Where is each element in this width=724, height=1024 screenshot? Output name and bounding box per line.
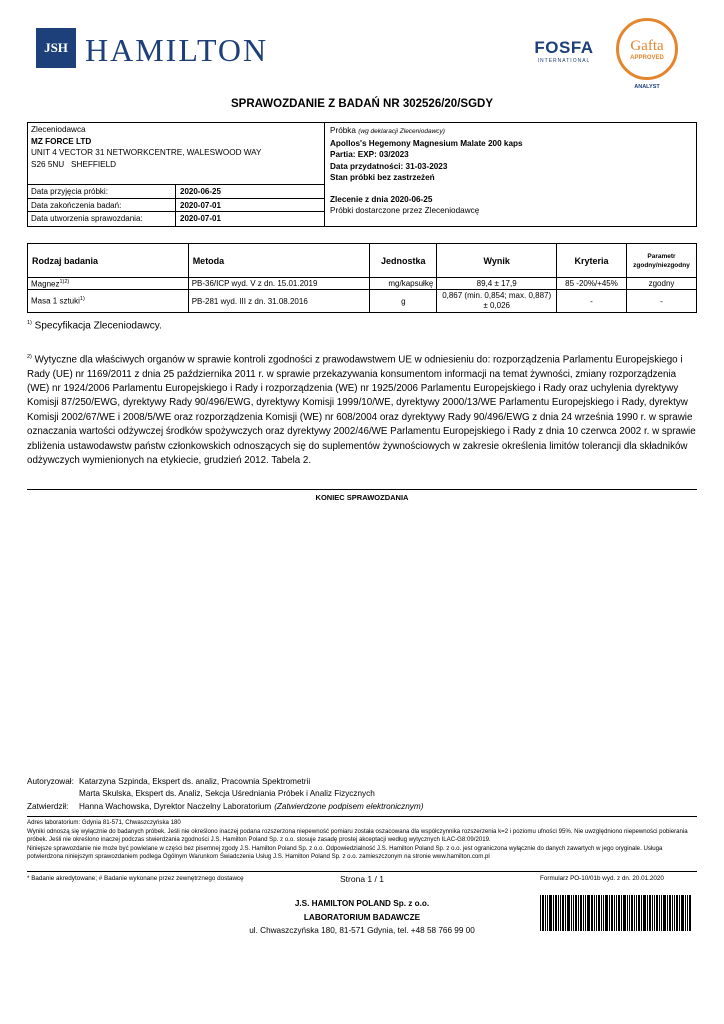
approved-label: Zatwierdził:	[27, 801, 69, 811]
report-title: SPRAWOZDANIE Z BADAŃ NR 302526/20/SGDY	[230, 98, 493, 110]
footnote-2	[27, 350, 697, 469]
cell-type	[28, 290, 189, 313]
authorized-row-2	[27, 788, 423, 800]
barcode-bar	[676, 895, 678, 931]
cell-param: -	[626, 290, 696, 313]
barcode-bar	[609, 895, 610, 931]
sample-label: Próbka	[330, 126, 356, 135]
legal-text-1: Wyniki odnoszą się wyłącznie do badanych próbek. Jeśli nie określono inaczej podana rozszerzona niepewność pomiaru została oszacowana dla współczynnika rozszerzenia k=2 i poziomu ufności 95%. Nie uwzględniono niepewności pobierania próbek. Jeśli nie określono inaczej podczas stwierdzania zgodności J.S. Hamilton Poland Sp. z o.o. stosuje zasadę prostej akceptacji według wytycznych ILAC-G8:09/2019.	[27, 827, 688, 844]
authorized-person-2: Marta Skulska, Ekspert ds. Analiz, Sekcja Uśredniania Próbek i Analiz Fizycznych	[79, 789, 375, 799]
barcode-bar	[583, 895, 584, 931]
footnote-2-marker: 2)	[27, 354, 32, 360]
barcode-bar	[641, 895, 642, 931]
barcode-bar	[571, 895, 572, 931]
barcode-bar	[689, 895, 691, 931]
results-table	[27, 243, 697, 313]
company-name: J.S. HAMILTON POLAND Sp. z o.o.	[294, 899, 430, 908]
barcode-bar	[679, 895, 680, 931]
barcode-bar	[549, 895, 552, 931]
client-column	[28, 123, 325, 226]
col-header-criteria: Kryteria	[557, 244, 627, 278]
cell-method: PB-36/ICP wyd. V z dn. 15.01.2019	[188, 278, 370, 290]
samples-delivered-note: Próbki dostarczone przez Zleceniodawcę	[330, 206, 480, 215]
form-number: Formularz PO-10/01b wyd. z dn. 20.01.2020	[540, 875, 664, 882]
gafta-logo	[616, 18, 678, 80]
barcode-bar	[547, 895, 548, 931]
barcode-bar	[573, 895, 574, 931]
date-value: 2020-06-25	[180, 187, 221, 196]
barcode-bar	[545, 895, 546, 931]
footnote-1-marker: 1)	[27, 320, 32, 326]
sample-label-note: (wg deklaracji Zleceniodawcy)	[358, 128, 445, 135]
order-date: Zlecenie z dnia 2020-06-25	[330, 194, 433, 204]
barcode-bar	[601, 895, 602, 931]
cell-criteria: 85 -20%/+45%	[557, 278, 627, 290]
footnote-2-text: Wytyczne dla właściwych organów w sprawie kontroli zgodności z prawodawstwem UE w odniesieniu do: rozporządzenia Parlamentu Europejskiego i Rady (UE) nr 1169/2011 z dnia 25 października 2011 r. w sprawie przekazywania konsumentom informacji na temat żywności, zmiany rozporządzenia (WE) nr 1924/2006 Parlamentu Europejskiego i Rady i rozporządzenia (WE) nr 1925/2006 Parlamentu Europejskiego i Rady oraz uchylenia dyrektywy Komisji 87/250/EWG, dyrektywy Rady 90/496/EWG, dyrektywy Komisji 1999/10/WE, dyrektywy 2000/13/WE Parlamentu Europejskiego i Rady, dyrektyw Komisji 2002/67/WE i 2008/5/WE oraz rozporządzenia Komisji (WE) nr 608/2004 oraz dyrektywy Rady 90/496/EWG z dnia 24 września 1990 r. w sprawie oznaczania wartości odżywczej środków spożywczych oraz dyrektywy 2002/46/WE Parlamentu Europejskiego i Rady z dnia 10 czerwca 2002 r. w sprawie zbliżenia ustawodawstw państw członkowskich odnoszących się do suplementów żywnościowych w zakresie określenia limitów tolerancji dla składników odżywczych wymienionych na etykiecie, grudzień 2012. Tabela 2.	[27, 354, 696, 467]
table-row	[28, 278, 697, 290]
date-label: Data przyjęcia próbki:	[28, 185, 176, 198]
date-row-created	[28, 212, 324, 226]
col-header-unit: Jednostka	[370, 244, 437, 278]
legal-text-2: Niniejsze sprawozdanie nie może być powielane w części bez pisemnej zgody J.S. Hamilton Poland Sp. z o.o. Odpowiedzialność J.S. Hamilton Poland Sp. z o.o. jest ograniczona wyłącznie do danych zawartych w jego oryginale. Usługa potwierdzona niniejszym sprawozdaniem podlega Ogólnym Warunkom Świadczenia Usług J.S. Hamilton Poland Sp. z o.o. zamieszczonym na stronie www.hamilton.com.pl	[27, 844, 663, 861]
authorized-row	[27, 776, 423, 788]
client-label: Zleceniodawca	[31, 125, 86, 134]
barcode-bar	[616, 895, 617, 931]
barcode-bar	[567, 895, 570, 931]
date-row-completed	[28, 199, 324, 213]
barcode-bar	[553, 895, 554, 931]
date-label: Data zakończenia badań:	[28, 199, 176, 212]
footer-legend: * Badanie akredytowane; # Badanie wykonane przez zewnętrznego dostawcę	[27, 875, 244, 882]
client-name: MZ FORCE LTD	[31, 136, 92, 146]
barcode-bar	[674, 895, 675, 931]
barcode-bar	[643, 895, 646, 931]
page-number: Strona 1 / 1	[340, 874, 384, 884]
cell-param: zgodny	[626, 278, 696, 290]
barcode-bar	[575, 895, 577, 931]
sample-batch: Partia: EXP: 03/2023	[330, 150, 409, 159]
lab-name: LABORATORIUM BADAWCZE	[303, 912, 421, 922]
results-header-row	[28, 244, 697, 278]
barcode-bar	[634, 895, 635, 931]
end-of-report: KONIEC SPRAWOZDANIA	[315, 493, 409, 502]
cell-method: PB-281 wyd. III z dn. 31.08.2016	[188, 290, 370, 313]
barcode-bar	[603, 895, 604, 931]
barcode-bar	[598, 895, 600, 931]
barcode-bar	[647, 895, 648, 931]
barcode-bar	[611, 895, 613, 931]
footer-divider	[27, 871, 697, 872]
hamilton-logo-mark	[36, 28, 76, 68]
client-block	[28, 123, 324, 185]
barcode-bar	[555, 895, 557, 931]
barcode-bar	[649, 895, 651, 931]
barcode-bar	[614, 895, 615, 931]
cell-type-sup: 1)2)	[59, 278, 70, 285]
cell-type-sup: 1)	[79, 296, 85, 303]
company-address: ul. Chwaszczyńska 180, 81-571 Gdynia, tel. +48 58 766 99 00	[249, 926, 475, 935]
barcode-bar	[587, 895, 590, 931]
barcode-bar	[661, 895, 662, 931]
barcode-bar	[591, 895, 593, 931]
barcode-bar	[621, 895, 622, 931]
barcode-bar	[565, 895, 566, 931]
col-header-result: Wynik	[437, 244, 557, 278]
approved-row	[27, 801, 423, 813]
approved-note: (Zatwierdzone podpisem elektronicznym)	[274, 801, 424, 811]
barcode-bar	[672, 895, 673, 931]
barcode-bar	[540, 895, 541, 931]
date-row-received	[28, 185, 324, 199]
barcode-bar	[558, 895, 559, 931]
barcode-bar	[669, 895, 671, 931]
barcode-bar	[638, 895, 640, 931]
barcode-bar	[687, 895, 688, 931]
cell-criteria: -	[557, 290, 627, 313]
hamilton-logo-text: HAMILTON	[85, 32, 269, 68]
legal-text	[27, 819, 699, 862]
cell-unit: g	[370, 290, 437, 313]
barcode-bar	[627, 895, 628, 931]
fosfa-logo	[530, 38, 598, 64]
cell-unit: mg/kapsułkę	[370, 278, 437, 290]
barcode-bar	[631, 895, 633, 931]
lab-address: Adres laboratorium: Gdynia 81-571, Chwaszczyńska 180	[27, 819, 181, 826]
date-label: Data utworzenia sprawozdania:	[28, 212, 176, 226]
authorized-person-1: Katarzyna Szpinda, Ekspert ds. analiz, Pracownia Spektrometrii	[79, 777, 311, 786]
date-value: 2020-07-01	[180, 214, 221, 223]
barcode-bar	[654, 895, 655, 931]
barcode	[540, 895, 695, 931]
cell-result: 0,867 (min. 0,854; max. 0,887) ± 0,026	[437, 290, 557, 313]
sample-column	[326, 123, 696, 226]
sample-label-line	[330, 125, 692, 138]
signatures-block	[27, 776, 423, 813]
barcode-bar	[560, 895, 561, 931]
barcode-bar	[663, 895, 666, 931]
barcode-bar	[629, 895, 630, 931]
barcode-bar	[618, 895, 620, 931]
barcode-bar	[656, 895, 658, 931]
barcode-bar	[580, 895, 582, 931]
sample-name: Apollos's Hegemony Magnesium Malate 200 kaps	[330, 138, 523, 148]
col-header-type: Rodzaj badania	[28, 244, 189, 278]
barcode-bar	[605, 895, 608, 931]
cell-type	[28, 278, 189, 290]
barcode-bar	[562, 895, 564, 931]
barcode-bar	[659, 895, 660, 931]
fosfa-logo-text: FOSFA	[534, 38, 594, 57]
barcode-bar	[578, 895, 579, 931]
barcode-bar	[667, 895, 668, 931]
approved-person: Hanna Wachowska, Dyrektor Naczelny Laboratorium	[79, 801, 272, 811]
gafta-logo-text: Gafta	[630, 37, 664, 54]
barcode-bar	[594, 895, 595, 931]
cell-result: 89,4 ± 17,9	[437, 278, 557, 290]
sample-state: Stan próbki bez zastrzeżeń	[330, 173, 435, 182]
barcode-bar	[542, 895, 544, 931]
end-divider	[27, 489, 697, 490]
table-row	[28, 290, 697, 313]
legal-divider	[27, 816, 697, 817]
client-address-line1: UNIT 4 VECTOR 31 NETWORKCENTRE, WALESWOOD WAY	[31, 148, 262, 157]
gafta-logo-subtext: APPROVED	[630, 54, 664, 61]
date-value: 2020-07-01	[180, 200, 221, 210]
barcode-bar	[596, 895, 597, 931]
logo-mark-text: JSH	[44, 40, 68, 55]
barcode-bar	[623, 895, 626, 931]
barcode-bar	[652, 895, 653, 931]
client-address-line2: S26 5NU SHEFFIELD	[31, 159, 117, 169]
cell-type-text: Masa 1 sztuki	[31, 296, 80, 306]
col-header-param: Parametr zgodny/niezgodny	[626, 244, 696, 278]
authorized-label: Autoryzował:	[27, 777, 74, 786]
footnote-1	[27, 320, 162, 331]
footnote-1-text: Specyfikacja Zleceniodawcy.	[34, 320, 162, 332]
fosfa-logo-subtext: INTERNATIONAL	[537, 58, 591, 64]
barcode-bar	[685, 895, 686, 931]
cell-type-text: Magnez	[31, 279, 60, 289]
sample-expiry: Data przydatności: 31-03-2023	[330, 161, 448, 171]
barcode-bar	[585, 895, 586, 931]
barcode-bar	[681, 895, 684, 931]
col-header-method: Metoda	[188, 244, 370, 278]
barcode-bar	[636, 895, 637, 931]
gafta-analyst-label: ANALYST	[634, 84, 660, 90]
client-sample-box	[27, 122, 697, 227]
